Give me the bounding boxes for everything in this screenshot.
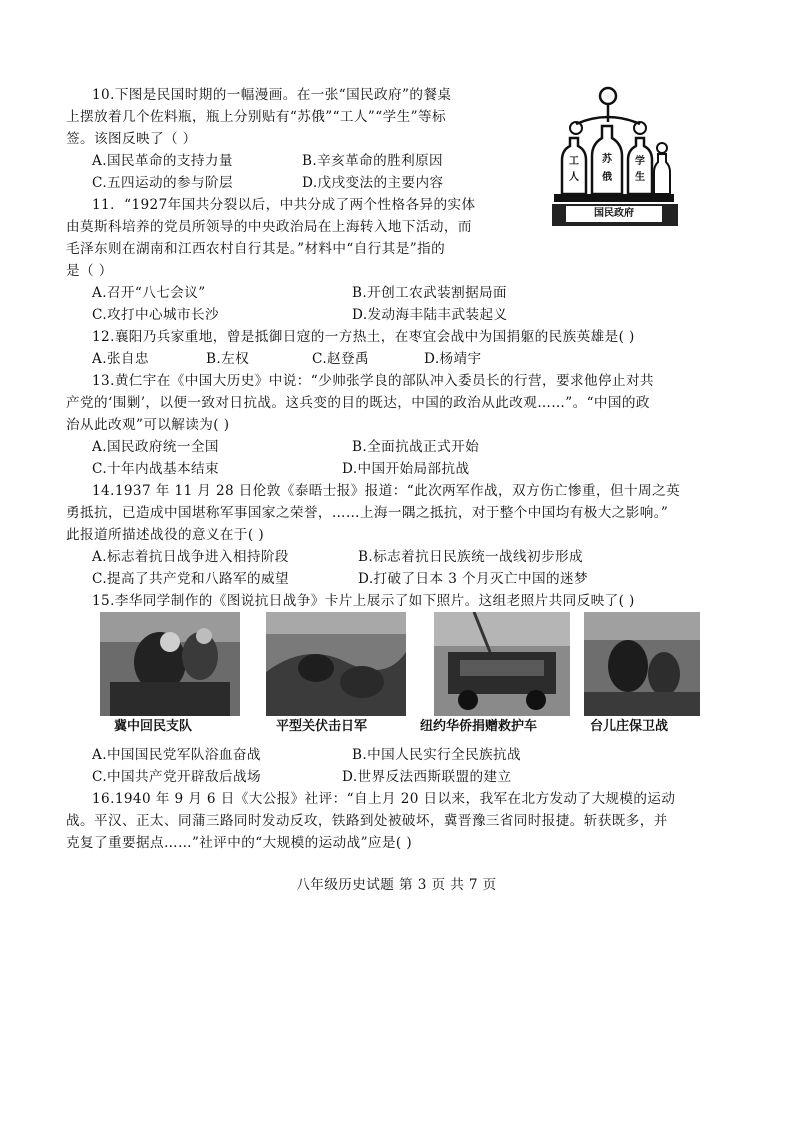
q10-line1: 10.下图是民国时期的一幅漫画。在一张“国民政府”的餐桌 bbox=[92, 87, 452, 103]
q13-line1: 13.黄仁宇在《中国大历史》中说：“少帅张学良的部队冲入委员长的行营，要求他停止对共 bbox=[92, 373, 654, 389]
q14-line1: 14.1937 年 11 月 28 日伦敦《泰晤士报》报道：“此次两军作战，双方伤亡惨重，但十周之英 bbox=[92, 483, 680, 499]
q13-option-d: D.中国开始局部抗战 bbox=[342, 461, 470, 477]
q11-option-d: D.发动海丰陆丰武装起义 bbox=[352, 307, 508, 323]
q12-option-b: B.左权 bbox=[206, 351, 250, 367]
q14-option-c: C.提高了共产党和八路军的威望 bbox=[92, 571, 289, 587]
q13-option-a: A.国民政府统一全国 bbox=[92, 439, 219, 455]
q14-option-b: B.标志着抗日民族统一战线初步形成 bbox=[358, 549, 584, 565]
page-footer: 八年级历史试题 第 3 页 共 7 页 bbox=[296, 877, 497, 893]
q15-option-a: A.中国国民党军队浴血奋战 bbox=[92, 747, 261, 763]
q11-option-c: C.攻打中心城市长沙 bbox=[92, 307, 219, 323]
cartoon-label-xue: 学 bbox=[635, 156, 645, 167]
q10-option-b: B.辛亥革命的胜利原因 bbox=[302, 153, 444, 169]
q10-option-c: C.五四运动的参与阶层 bbox=[92, 175, 233, 191]
q12-option-c: C.赵登禹 bbox=[312, 351, 370, 367]
photo-taierzhuang bbox=[584, 612, 700, 716]
cartoon-label-ren: 人 bbox=[569, 172, 579, 183]
q11-option-b: B.开创工农武装割据局面 bbox=[352, 285, 508, 301]
q16-line2: 战。平汉、正太、同蒲三路同时发动反攻，铁路到处被破坏，冀晋豫三省同时报捷。斩获既多，并 bbox=[66, 813, 668, 829]
photo-caption-3: 纽约华侨捐赠救护车 bbox=[420, 719, 538, 734]
cartoon-label-su: 苏 bbox=[602, 154, 612, 165]
cartoon-label-sheng: 生 bbox=[635, 172, 645, 183]
q13-line2: 产党的‘围剿’，以便一致对日抗战。这兵变的目的既达，中国的政治从此改观……”。“中国的政 bbox=[66, 395, 650, 411]
q15-option-c: C.中国共产党开辟敌后战场 bbox=[92, 769, 261, 785]
photo-caption-4: 台儿庄保卫战 bbox=[590, 719, 669, 734]
q16-line3: 克复了重要据点……”社评中的“大规模的运动战”应是( ) bbox=[66, 835, 413, 851]
q12-line1: 12.襄阳乃兵家重地，曾是抵御日寇的一方热土，在枣宜会战中为国捐躯的民族英雄是( ) bbox=[92, 329, 635, 345]
photo-ambulance bbox=[434, 612, 570, 716]
q10-line3: 签。该图反映了（ ） bbox=[66, 131, 197, 147]
q15-line1: 15.李华同学制作的《图说抗日战争》卡片上展示了如下照片。这组老照片共同反映了( ) bbox=[92, 593, 635, 609]
photo-pingxingguan bbox=[266, 612, 406, 716]
q11-line4: 是（ ） bbox=[66, 263, 113, 279]
q16-line1: 16.1940 年 9 月 6 日《大公报》社评：“自上月 20 日以来，我军在北方发动了大规模的运动 bbox=[92, 791, 676, 807]
q14-option-d: D.打破了日本 3 个月灭亡中国的迷梦 bbox=[358, 571, 588, 587]
q13-option-b: B.全面抗战正式开始 bbox=[352, 439, 480, 455]
q13-option-c: C.十年内战基本结束 bbox=[92, 461, 219, 477]
cartoon-table-label: 国民政府 bbox=[594, 208, 634, 219]
cartoon-label-gong: 工 bbox=[569, 156, 579, 167]
q10-line2: 上摆放着几个佐料瓶，瓶上分别贴有“苏俄”“工人”“学生”等标 bbox=[66, 109, 446, 125]
q14-option-a: A.标志着抗日战争进入相持阶段 bbox=[92, 549, 289, 565]
q11-line2: 由莫斯科培养的党员所领导的中央政治局在上海转入地下活动，而 bbox=[66, 219, 472, 235]
q14-line3: 此报道所描述战役的意义在于( ) bbox=[66, 527, 265, 543]
q14-line2: 勇抵抗，已造成中国堪称军事国家之荣誉，……上海一隅之抵抗，对于整个中国均有极大之影响。” bbox=[66, 505, 669, 521]
q15-option-d: D.世界反法西斯联盟的建立 bbox=[342, 769, 512, 785]
q11-option-a: A.召开“八七会议” bbox=[92, 285, 206, 301]
q10-option-d: D.戊戌变法的主要内容 bbox=[302, 175, 444, 191]
q12-option-a: A.张自忠 bbox=[92, 351, 149, 367]
q11-line1: 11．“1927年国共分裂以后，中共分成了两个性格各异的实体 bbox=[92, 197, 476, 213]
photo-caption-1: 冀中回民支队 bbox=[114, 719, 193, 734]
q12-option-d: D.杨靖宇 bbox=[424, 351, 482, 367]
photo-caption-2: 平型关伏击日军 bbox=[276, 719, 368, 734]
photo-hui-detachment bbox=[100, 612, 240, 716]
cartoon-label-e: 俄 bbox=[602, 172, 612, 183]
q15-option-b: B.中国人民实行全民族抗战 bbox=[352, 747, 522, 763]
q11-line3: 毛泽东则在湖南和江西农村自行其是。”材料中“自行其是”指的 bbox=[66, 241, 446, 257]
cartoon-image bbox=[546, 82, 682, 228]
q13-line3: 治从此改观”可以解读为( ) bbox=[66, 417, 230, 433]
q10-option-a: A.国民革命的支持力量 bbox=[92, 153, 233, 169]
